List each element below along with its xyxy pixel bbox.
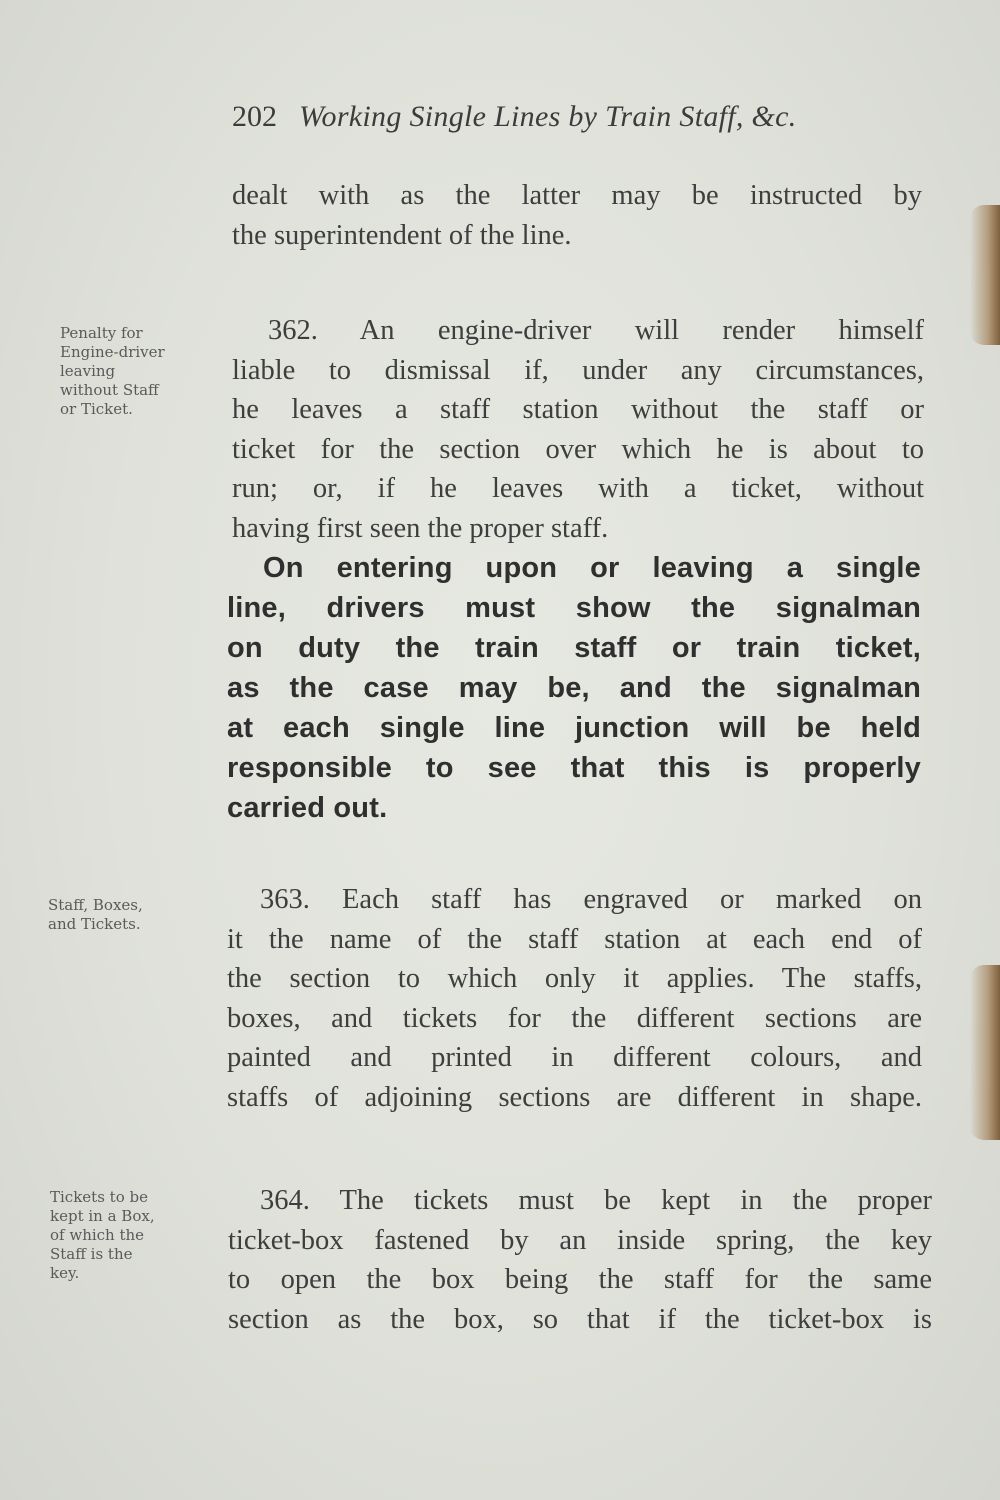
page-number: 202	[232, 100, 277, 133]
intro-paragraph	[232, 176, 922, 255]
bold-text-line: carried out.	[227, 792, 388, 824]
text-line: ticket for the section over which he is about to	[232, 433, 924, 465]
bold-text-line: responsible to see that this is properly	[227, 752, 921, 784]
margin-note-363: Staff, Boxes, and Tickets.	[48, 896, 143, 933]
running-title: Working Single Lines by Train Staff, &c.	[299, 100, 797, 133]
margin-note-364: Tickets to be kept in a Box, of which the Staff is the key.	[50, 1188, 155, 1282]
bold-instruction-paragraph	[227, 548, 921, 828]
paragraph-362	[232, 311, 924, 548]
text-line: dealt with as the latter may be instructed by	[232, 180, 922, 211]
paragraph-363	[227, 880, 922, 1117]
bold-text-line: line, drivers must show the signalman	[227, 592, 921, 624]
bold-text-line: as the case may be, and the signalman	[227, 672, 921, 704]
text-line: staffs of adjoining sections are different in shape.	[227, 1081, 922, 1113]
text-line: he leaves a staff station without the staff or	[232, 394, 924, 425]
text-line: 363. Each staff has engraved or marked on	[260, 884, 922, 915]
page-edge-stain	[970, 205, 1000, 345]
text-line: to open the box being the staff for the same	[228, 1264, 932, 1295]
bold-text-line: on duty the train staff or train ticket,	[227, 632, 921, 664]
text-line: the superintendent of the line.	[232, 219, 572, 251]
bold-text-line: On entering upon or leaving a single	[263, 552, 921, 584]
margin-note-362: Penalty for Engine-driver leaving without Staff or Ticket.	[60, 324, 165, 418]
text-line: the section to which only it applies. The staffs,	[227, 963, 922, 994]
text-line: liable to dismissal if, under any circumstances,	[232, 354, 924, 386]
paragraph-364	[228, 1181, 932, 1339]
running-header	[232, 100, 922, 134]
page-edge-stain	[970, 965, 1000, 1140]
text-line: having first seen the proper staff.	[232, 512, 609, 544]
text-line: it the name of the staff station at each end of	[227, 923, 922, 955]
text-line: section as the box, so that if the ticket-box is	[228, 1303, 932, 1335]
bold-text-line: at each single line junction will be held	[227, 712, 921, 744]
text-line: ticket-box fastened by an inside spring, the key	[228, 1224, 932, 1256]
text-line: painted and printed in different colours, and	[227, 1042, 922, 1073]
text-line: run; or, if he leaves with a ticket, without	[232, 473, 924, 504]
text-line: boxes, and tickets for the different sections are	[227, 1002, 922, 1034]
text-line: 364. The tickets must be kept in the proper	[260, 1185, 932, 1216]
text-line: 362. An engine-driver will render himself	[268, 315, 924, 346]
